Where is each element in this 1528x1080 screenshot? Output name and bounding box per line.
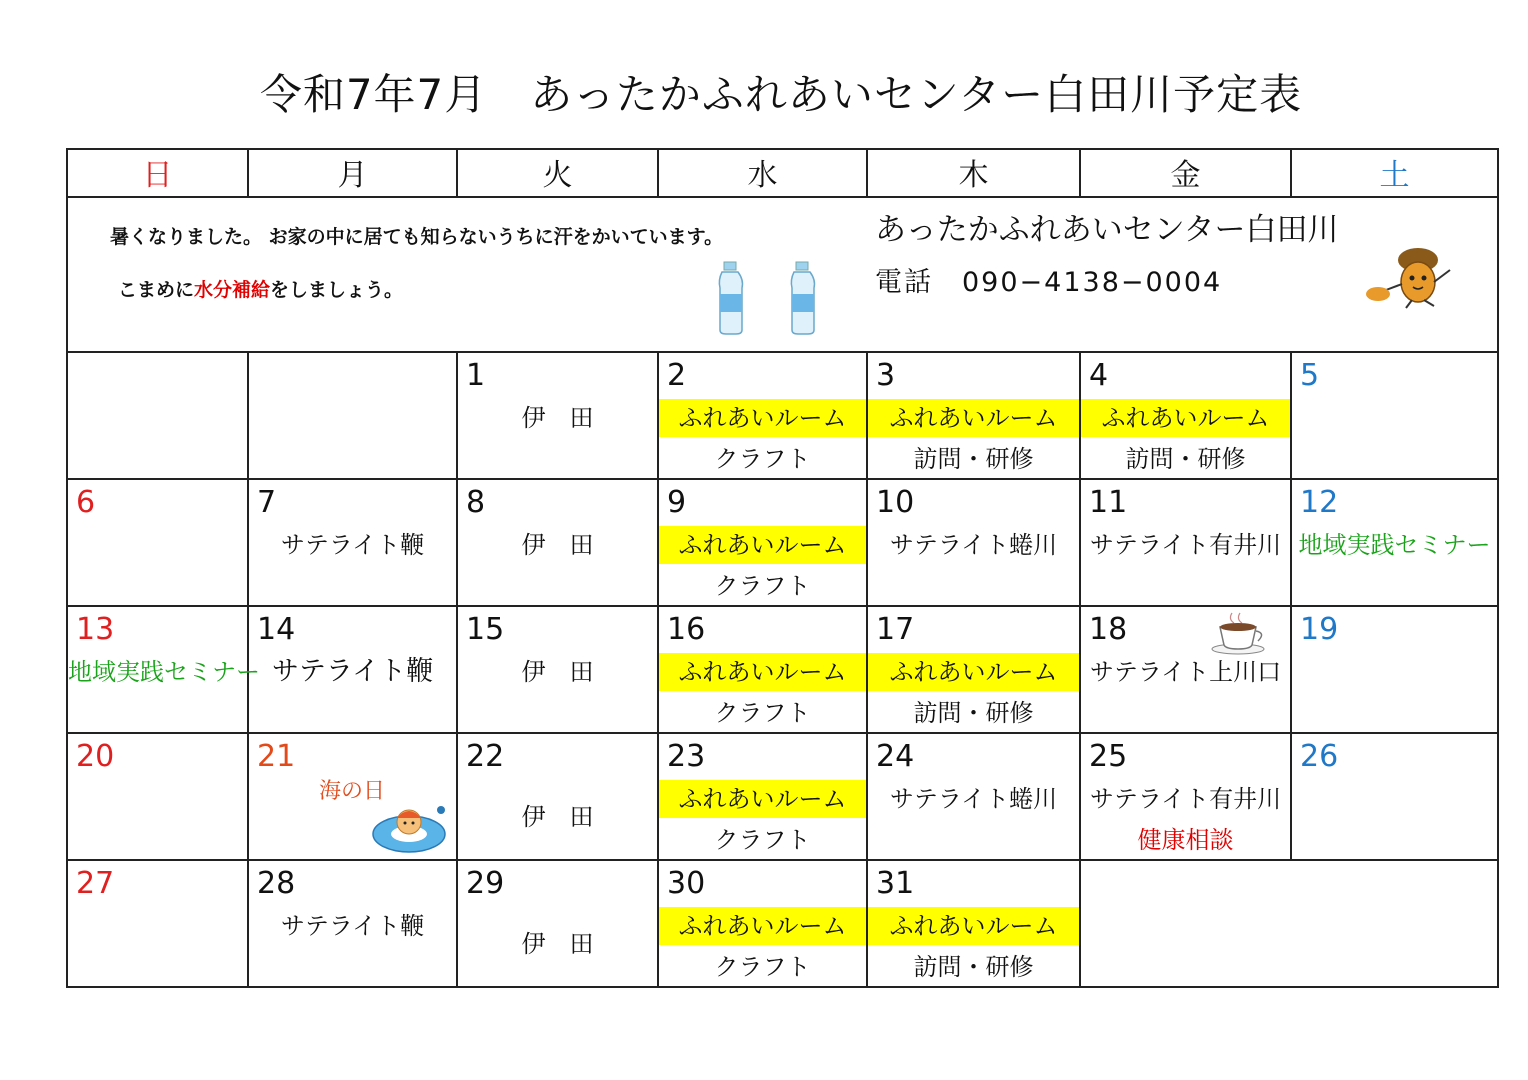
day-number: 6	[76, 485, 96, 520]
event-label: サテライト有井川	[1089, 785, 1282, 813]
event-label-highlighted: ふれあいルーム	[659, 399, 866, 437]
phone-line	[875, 260, 1222, 299]
day-cell-18	[1080, 606, 1291, 733]
day-cell-14	[248, 606, 457, 733]
event-label-highlighted: ふれあいルーム	[659, 907, 866, 945]
event-label-highlighted: ふれあいルーム	[659, 780, 866, 818]
day-number: 29	[466, 866, 505, 901]
day-cell-empty	[1080, 860, 1498, 987]
event-sublabel: クラフト	[714, 953, 811, 981]
event-label: 伊 田	[521, 531, 594, 559]
day-cell-3	[867, 352, 1080, 479]
day-cell-27	[67, 860, 248, 987]
day-number: 28	[257, 866, 296, 901]
day-cell-1	[457, 352, 658, 479]
day-number: 23	[667, 739, 706, 774]
weekday-header-row	[67, 149, 1498, 197]
event-label-highlighted: ふれあいルーム	[1081, 399, 1290, 437]
day-cell-20	[67, 733, 248, 860]
notice-line-2-prefix: こまめに	[118, 279, 195, 301]
day-number: 7	[257, 485, 277, 520]
weekday-monday: 月	[248, 149, 457, 197]
day-number: 27	[76, 866, 115, 901]
page-title: 令和7年7月 あったかふれあいセンター白田川予定表	[259, 70, 1303, 119]
notice-line-1: 暑くなりました。 お家の中に居ても知らないうちに汗をかいています。	[110, 226, 724, 248]
week-row-4	[67, 733, 1498, 860]
day-number: 31	[876, 866, 915, 901]
day-number: 21	[257, 739, 296, 774]
day-cell-2	[658, 352, 867, 479]
day-number: 19	[1300, 612, 1339, 647]
weekday-tuesday: 火	[457, 149, 658, 197]
day-number: 2	[667, 358, 687, 393]
day-cell-17	[867, 606, 1080, 733]
day-cell-13	[67, 606, 260, 733]
event-label: 伊 田	[521, 930, 594, 958]
day-number: 14	[257, 612, 296, 647]
day-number: 24	[876, 739, 915, 774]
phone-number: 090−4138−0004	[962, 267, 1223, 298]
day-cell-6	[67, 479, 248, 606]
day-cell-26	[1291, 733, 1498, 860]
day-cell-7	[248, 479, 457, 606]
weekday-thursday: 木	[867, 149, 1080, 197]
notice-line-2-suffix: をしましょう。	[270, 279, 404, 301]
day-number: 11	[1089, 485, 1128, 520]
day-number: 3	[876, 358, 896, 393]
day-number: 13	[76, 612, 115, 647]
day-cell-31	[867, 860, 1080, 987]
phone-label: 電話	[875, 267, 933, 298]
day-number: 8	[466, 485, 486, 520]
event-label: サテライト蜷川	[889, 531, 1058, 559]
hydration-highlight: 水分補給	[194, 279, 271, 301]
day-cell-29	[457, 860, 658, 987]
notice-row	[67, 197, 1498, 352]
day-cell-30	[658, 860, 867, 987]
day-cell-28	[248, 860, 457, 987]
day-cell-10	[867, 479, 1080, 606]
notice-text	[110, 222, 723, 302]
center-name: あったかふれあいセンター白田川	[875, 212, 1339, 248]
day-cell-8	[457, 479, 658, 606]
week-row-2	[67, 479, 1498, 606]
event-label: 伊 田	[521, 658, 594, 686]
event-label: サテライト鞭	[280, 912, 425, 940]
event-sublabel: クラフト	[714, 699, 811, 727]
water-bottle-icon	[791, 262, 814, 334]
week-row-3	[67, 606, 1498, 733]
event-label-highlighted: ふれあいルーム	[868, 653, 1079, 691]
day-cell-21	[248, 733, 457, 860]
event-sublabel: 訪問・研修	[913, 953, 1034, 981]
day-cell-12	[1291, 479, 1498, 606]
day-cell-24	[867, 733, 1080, 860]
day-cell-19	[1291, 606, 1498, 733]
event-label: サテライト鞭	[280, 531, 425, 559]
day-number: 18	[1089, 612, 1128, 647]
event-sublabel: 訪問・研修	[913, 445, 1034, 473]
day-cell-16	[658, 606, 867, 733]
event-label: 伊 田	[521, 404, 594, 432]
day-number: 5	[1300, 358, 1320, 393]
day-number: 9	[667, 485, 687, 520]
day-cell-25	[1080, 733, 1291, 860]
calendar-table	[66, 148, 1499, 988]
day-cell-23	[658, 733, 867, 860]
event-label: 伊 田	[521, 803, 594, 831]
water-bottle-icon	[719, 262, 742, 334]
day-number: 22	[466, 739, 505, 774]
day-cell-5	[1291, 352, 1498, 479]
event-label: サテライト鞭	[271, 656, 434, 687]
day-cell-empty	[248, 352, 457, 479]
event-sublabel: 訪問・研修	[1125, 445, 1246, 473]
day-cell-11	[1080, 479, 1291, 606]
day-cell-15	[457, 606, 658, 733]
event-sublabel: クラフト	[714, 826, 811, 854]
event-label: サテライト上川口	[1089, 658, 1282, 686]
swim-ring-icon	[369, 798, 453, 858]
weekday-friday: 金	[1080, 149, 1291, 197]
week-row-5	[67, 860, 1498, 987]
notice-panel	[67, 197, 1498, 352]
seminar-label: 地域実践セミナー	[68, 658, 260, 686]
event-sublabel: クラフト	[714, 572, 811, 600]
weekday-saturday: 土	[1291, 149, 1498, 197]
day-number: 16	[667, 612, 706, 647]
event-sublabel: 訪問・研修	[913, 699, 1034, 727]
day-number: 30	[667, 866, 706, 901]
week-row-1	[67, 352, 1498, 479]
day-number: 12	[1300, 485, 1339, 520]
health-consultation-label: 健康相談	[1137, 826, 1234, 854]
day-number: 20	[76, 739, 115, 774]
day-number: 10	[876, 485, 915, 520]
weekday-sunday: 日	[67, 149, 248, 197]
event-label-highlighted: ふれあいルーム	[868, 399, 1079, 437]
event-label-highlighted: ふれあいルーム	[659, 653, 866, 691]
seminar-label: 地域実践セミナー	[1298, 531, 1491, 559]
day-cell-empty	[67, 352, 248, 479]
event-sublabel: クラフト	[714, 445, 811, 473]
day-cell-4	[1080, 352, 1291, 479]
event-label-highlighted: ふれあいルーム	[659, 526, 866, 564]
notice-line-2	[118, 275, 723, 302]
event-label: サテライト有井川	[1089, 531, 1282, 559]
day-number: 17	[876, 612, 915, 647]
weekday-wednesday: 水	[658, 149, 867, 197]
holiday-label: 海の日	[319, 779, 386, 804]
day-cell-22	[457, 733, 658, 860]
day-number: 15	[466, 612, 505, 647]
day-cell-9	[658, 479, 867, 606]
coffee-cup-icon	[1210, 611, 1270, 655]
acorn-mascot-icon	[1364, 246, 1460, 310]
day-number: 25	[1089, 739, 1128, 774]
event-label: サテライト蜷川	[889, 785, 1058, 813]
day-number: 4	[1089, 358, 1109, 393]
event-label-highlighted: ふれあいルーム	[868, 907, 1079, 945]
water-bottles-icon	[716, 260, 846, 336]
day-number: 26	[1300, 739, 1339, 774]
day-number: 1	[466, 358, 486, 393]
